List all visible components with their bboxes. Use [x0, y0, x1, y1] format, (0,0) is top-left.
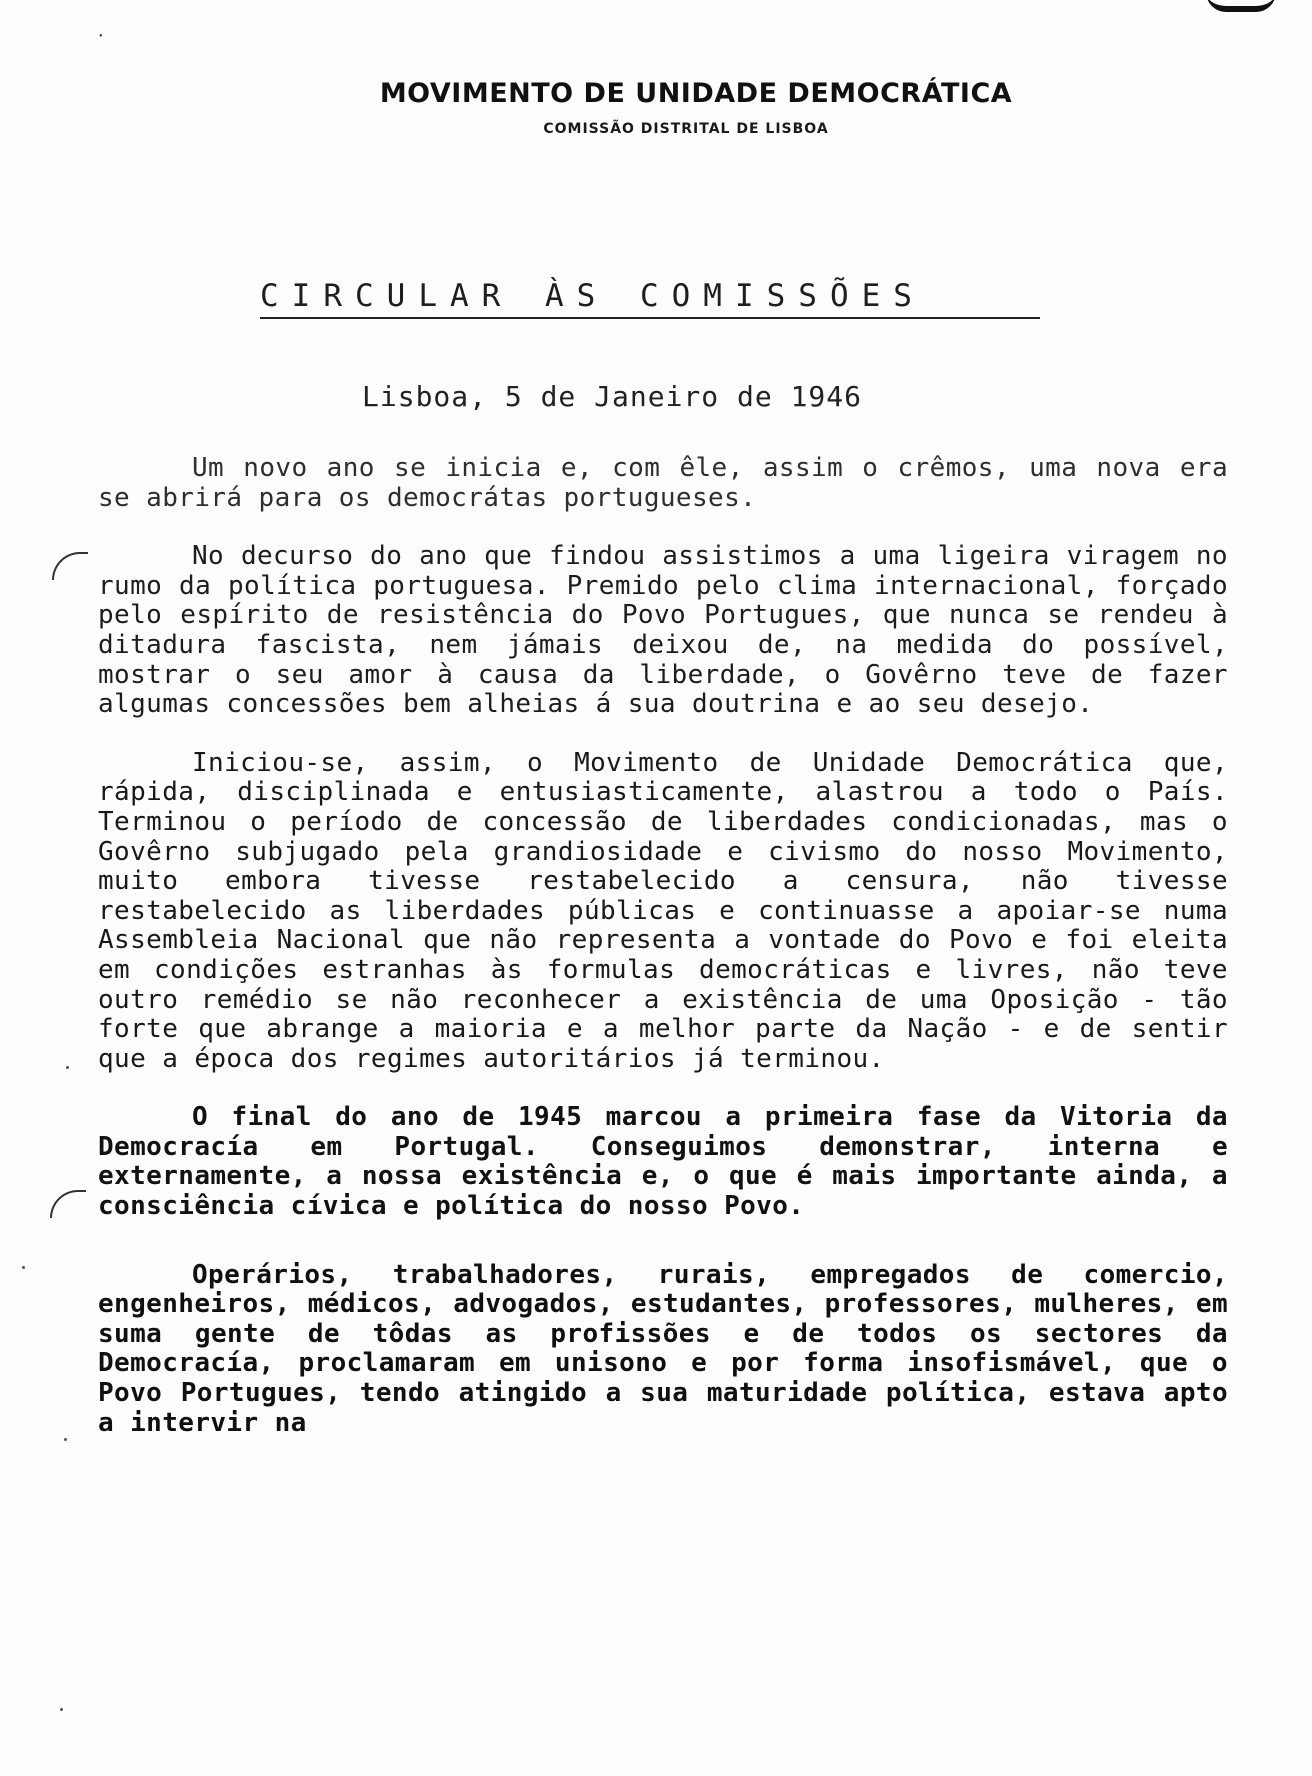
paragraph: O final do ano de 1945 marcou a primeira fase da Vitoria da Democracía em Portugal. Conseguimos demonstrar, interna e externamente, a nossa existência e, o que é mais importante ainda, a consciência cívica e política do nosso Povo.	[98, 1102, 1228, 1222]
margin-mark	[52, 552, 88, 580]
ink-speck	[22, 1266, 25, 1269]
paragraph: Iniciou-se, assim, o Movimento de Unidade Democrática que, rápida, disciplinada e entusiasticamente, alastrou a todo o País. Terminou o período de concessão de liberdades condicionadas, mas o Govêrno subjugado pela grandiosidade e civismo do nosso Movimento, muito embora tivesse restabelecido a censura, não tivesse restabelecido as liberdades públicas e continuasse a apoiar-se numa Assembleia Nacional que não representa a vontade do Povo e foi eleita em condições estranhas às formulas democráticas e livres, não teve outro remédio se não reconhecer a existência de uma Oposição - tão forte que abrange a maioria e a melhor parte da Nação - e de sentir que a época dos regimes autoritários já terminou.	[98, 747, 1228, 1074]
ink-speck	[60, 1708, 63, 1711]
margin-mark	[50, 1190, 86, 1218]
stray-mark: ·	[96, 26, 106, 45]
ink-speck	[66, 1066, 69, 1069]
paragraph: No decurso do ano que findou assistimos a uma ligeira viragem no rumo da política portuguesa. Premido pelo clima internacional, forçado pelo espírito de resistência do Povo Portugues, que nunca se rendeu à ditadura fascista, nem jámais deixou de, na medida do possível, mostrar o seu amor à causa da liberdade, o Govêrno teve de fazer algumas concessões bem alheias á sua doutrina e ao seu desejo.	[98, 541, 1228, 720]
organization-heading: MOVIMENTO DE UNIDADE DEMOCRÁTICA	[379, 78, 1013, 109]
ink-speck	[64, 1438, 67, 1441]
organization-subheading: COMISSÃO DISTRITAL DE LISBOA	[543, 121, 829, 137]
circular-title: CIRCULAR ÀS COMISSÕES	[260, 278, 1040, 319]
paragraph: Operários, trabalhadores, rurais, empregados de comercio, engenheiros, médicos, advogados, estudantes, professores, mulheres, em suma gente de tôdas as profissões e de todos os sectores da Democracía, proclamaram em unisono e por forma insofismável, que o Povo Portugues, tendo atingido a sua maturidade política, estava apto a intervir na	[98, 1259, 1228, 1438]
dateline: Lisboa, 5 de Janeiro de 1946	[362, 380, 863, 413]
letter-body	[98, 454, 1228, 1467]
ink-mark	[1206, 0, 1276, 12]
paragraph: Um novo ano se inicia e, com êle, assim o crêmos, uma nova era se abrirá para os democrátas portugueses.	[98, 453, 1228, 513]
